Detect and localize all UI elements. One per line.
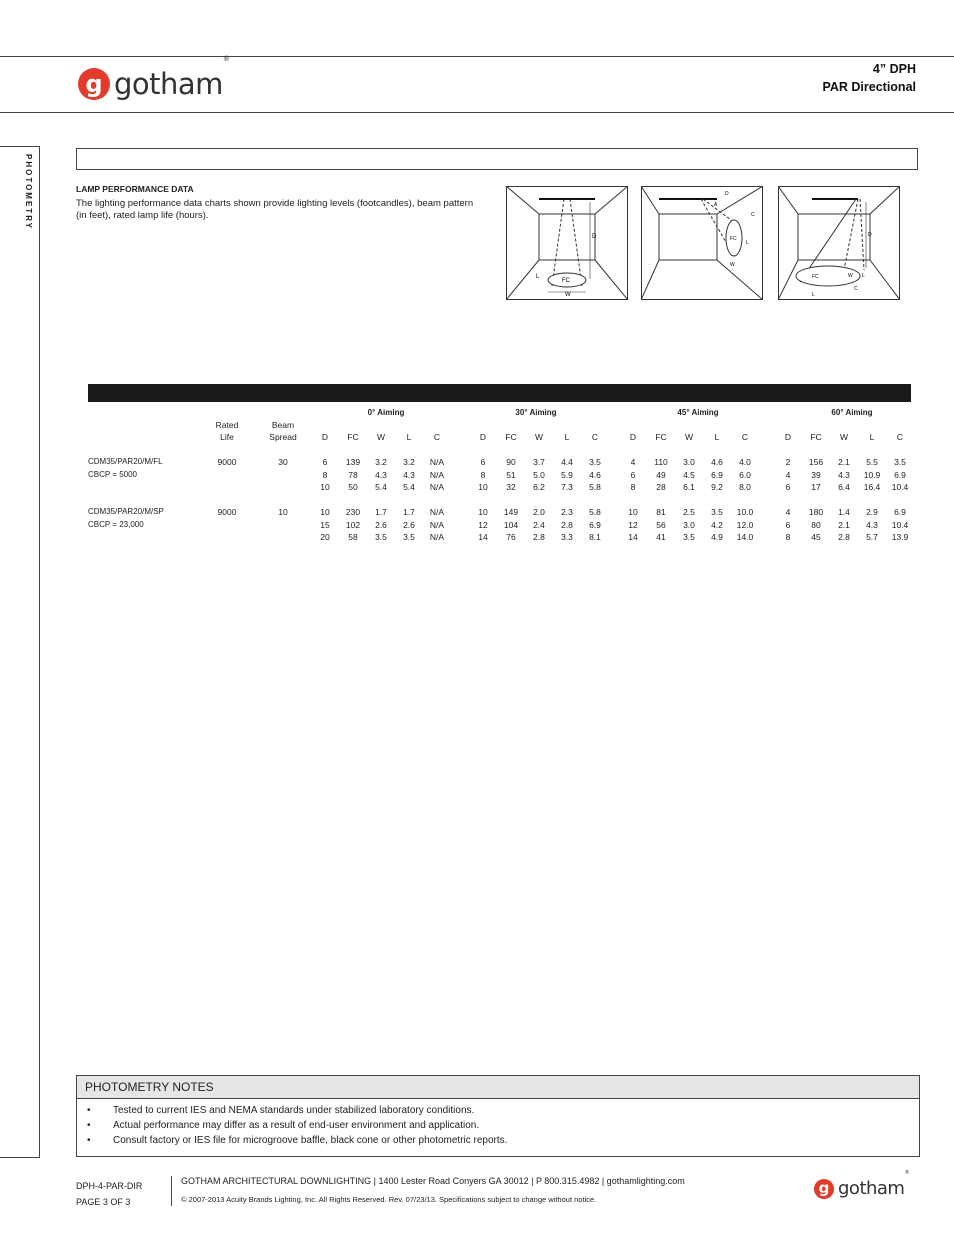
col-header-c: C (433, 432, 441, 442)
table-cell: 6 (322, 457, 328, 467)
diag2-l-label: L (746, 240, 749, 246)
table-cell: 139 (345, 457, 361, 467)
table-cell: 50 (348, 482, 358, 492)
table-cell: 2.5 (683, 507, 695, 517)
table-cell: 5.7 (866, 532, 878, 542)
table-cell: 81 (656, 507, 666, 517)
diag2-c-label: C (751, 212, 755, 218)
notes-heading: PHOTOMETRY NOTES (77, 1076, 919, 1099)
section-header-bar (76, 148, 918, 170)
table-cell: 5.4 (375, 482, 387, 492)
brand-logo (78, 55, 230, 101)
col-header-c: C (741, 432, 749, 442)
table-cell: 4.9 (711, 532, 723, 542)
footer-doc-info (76, 1178, 142, 1210)
table-cell: 6.2 (533, 482, 545, 492)
table-cell: 10 (628, 507, 638, 517)
table-cell: 102 (345, 519, 361, 530)
diag2-a-label: A (714, 202, 718, 208)
col-header-w: W (839, 432, 849, 442)
diag3-d-label: D (868, 232, 872, 238)
footer-logo (814, 1170, 909, 1199)
table-cell: 80 (811, 519, 821, 530)
diag3-l2-label: L (812, 292, 815, 298)
table-cell: 4.5 (683, 469, 695, 480)
title-line-2: PAR Directional (822, 80, 916, 94)
table-cell: 45 (811, 532, 821, 542)
table-cell: 12 (628, 519, 638, 530)
table-cell: 76 (506, 532, 516, 542)
table-cell: N/A (429, 469, 445, 480)
table-cell: 6.9 (894, 469, 906, 480)
lamp-cbcp: CBCP = 5000 (88, 470, 137, 479)
table-cell: 4.3 (375, 469, 387, 480)
table-cell: 6 (785, 482, 791, 492)
col-header-c: C (896, 432, 904, 442)
table-cell: 6 (480, 457, 486, 467)
table-cell: 78 (348, 469, 358, 480)
aiming-header: 45° Aiming (677, 408, 719, 417)
table-cell: 4.3 (838, 469, 850, 480)
table-cell: 6.1 (683, 482, 695, 492)
table-cell: 6.9 (711, 469, 723, 480)
col-header-l: L (869, 432, 875, 442)
table-cell: 13.9 (891, 532, 909, 542)
lamp-performance-body: The lighting performance data charts shown provide lighting levels (footcandles), beam pattern (in feet), rated lamp life (hours). (76, 198, 474, 221)
notes-list (77, 1099, 919, 1148)
table-cell: 5.0 (533, 469, 545, 480)
table-cell: 4.3 (866, 519, 878, 530)
col-header-w: W (684, 432, 694, 442)
table-cell: 230 (345, 507, 361, 517)
table-cell: 4 (785, 469, 791, 480)
table-cell: 10.9 (863, 469, 881, 480)
col-header-d: D (629, 432, 637, 442)
lamp-name: CDM35/PAR20/M/SP (88, 507, 164, 516)
table-cell: 17 (811, 482, 821, 492)
diag1-w-label: W (565, 292, 571, 298)
table-cell: 10 (320, 507, 330, 517)
col-header-d: D (784, 432, 792, 442)
table-cell: 104 (503, 519, 519, 530)
table-cell: 56 (656, 519, 666, 530)
table-cell: 3.0 (683, 519, 695, 530)
table-cell: 4.6 (711, 457, 723, 467)
diag1-l-label: L (536, 274, 540, 280)
table-cell: N/A (429, 519, 445, 530)
col-header-w: W (534, 432, 544, 442)
table-cell: 110 (654, 457, 668, 467)
footer-copyright: © 2007-2013 Acuity Brands Lighting, Inc. All Rights Reserved. Rev. 07/23/13. Specifications subject to change without notice. (181, 1195, 597, 1204)
footer-code: DPH-4-PAR-DIR (76, 1181, 143, 1191)
aiming-header: 0° Aiming (367, 408, 405, 417)
col-header-fc: FC (347, 432, 359, 442)
table-cell: 4.4 (561, 457, 573, 467)
table-header-bar (88, 384, 911, 402)
table-cell: 14.0 (736, 532, 754, 542)
table-cell: 2.8 (838, 532, 850, 542)
note-item: • Tested to current IES and NEMA standards under stabilized laboratory conditions. (77, 1103, 919, 1118)
table-cell: 1.4 (838, 507, 850, 517)
diag1-d-label: D (592, 234, 597, 240)
lamp-cbcp: CBCP = 23,000 (88, 520, 144, 529)
table-cell: 3.7 (533, 457, 545, 467)
table-cell: 8 (785, 532, 791, 542)
registered-mark: ® (222, 55, 230, 63)
lamp-performance-heading: LAMP PERFORMANCE DATA (76, 184, 194, 194)
footer-address: GOTHAM ARCHITECTURAL DOWNLIGHTING | 1400 Lester Road Conyers GA 30012 | P 800.315.4982 | gothamlighting.com (181, 1176, 685, 1186)
table-cell: N/A (429, 532, 445, 542)
room-diagram-0-aiming (506, 186, 628, 300)
footer-brand-name: gotham (838, 1178, 905, 1199)
table-cell: 3.5 (589, 457, 601, 467)
table-cell: 2.9 (866, 507, 878, 517)
col-header-d: D (321, 432, 329, 442)
table-cell: 2 (785, 457, 791, 467)
table-cell: 3.0 (683, 457, 695, 467)
table-cell: 6 (630, 469, 636, 480)
table-cell: 16.4 (863, 482, 881, 492)
diag3-w-label: W (848, 273, 853, 279)
table-cell: 10 (478, 507, 488, 517)
table-cell: 3.5 (403, 532, 415, 542)
table-cell: N/A (429, 507, 445, 517)
table-cell: 32 (506, 482, 516, 492)
footer-logo-g-icon: g (814, 1179, 834, 1199)
col-header-fc: FC (505, 432, 517, 442)
table-cell: 2.0 (533, 507, 545, 517)
lamp-name: CDM35/PAR20/M/FL (88, 457, 163, 466)
table-cell: 10.4 (891, 482, 909, 492)
table-cell: 3.5 (894, 457, 906, 467)
table-cell: 4.2 (711, 519, 723, 530)
logo-g-icon: g (78, 68, 110, 100)
table-cell: 3.2 (375, 457, 387, 467)
table-cell: 14 (628, 532, 638, 542)
table-cell: 12.0 (736, 519, 754, 530)
col-header-fc: FC (655, 432, 667, 442)
header-bottom-rule (0, 112, 954, 113)
table-cell: 51 (506, 469, 516, 480)
table-cell: 3.5 (711, 507, 723, 517)
table-cell: 2.4 (533, 519, 545, 530)
table-cell: 2.6 (375, 519, 387, 530)
table-cell: 8 (322, 469, 328, 480)
side-section-label: PHOTOMETRY (24, 154, 33, 231)
table-cell: 5.8 (589, 507, 601, 517)
table-cell: 6.9 (894, 507, 906, 517)
table-cell: N/A (429, 482, 445, 492)
table-cell: 5.4 (403, 482, 415, 492)
aiming-header: 30° Aiming (515, 408, 557, 417)
sidebar-top-rule (0, 146, 40, 147)
table-cell: 2.8 (561, 519, 573, 530)
header-top-rule (0, 56, 954, 57)
sidebar-rule (39, 146, 40, 1158)
diag3-l-label: L (862, 273, 865, 279)
table-cell: 58 (348, 532, 358, 542)
table-cell: 10 (478, 482, 488, 492)
table-cell: 9.2 (711, 482, 723, 492)
col-header-d: D (479, 432, 487, 442)
diag1-fc-label: FC (562, 278, 570, 284)
table-cell: 4 (630, 457, 636, 467)
table-cell: 39 (811, 469, 821, 480)
table-cell: 7.3 (561, 482, 573, 492)
table-cell: 6.4 (838, 482, 850, 492)
table-cell: 28 (656, 482, 666, 492)
lamp-beam-spread: 10 (278, 507, 288, 517)
table-cell: 15 (320, 519, 330, 530)
table-cell: 3.5 (683, 532, 695, 542)
table-cell: 1.7 (403, 507, 415, 517)
table-cell: 8.0 (739, 482, 751, 492)
brand-name: gotham (114, 67, 223, 101)
note-item: • Consult factory or IES file for microgroove baffle, black cone or other photometric reports. (77, 1133, 919, 1148)
table-cell: 3.3 (561, 532, 573, 542)
aiming-header: 60° Aiming (831, 408, 873, 417)
col-header-w: W (376, 432, 386, 442)
col-header-l: L (406, 432, 412, 442)
table-cell: 156 (808, 457, 824, 467)
footer-top-rule (0, 1157, 40, 1158)
table-cell: 49 (656, 469, 666, 480)
table-cell: 4 (785, 507, 791, 517)
col-header-l: L (564, 432, 570, 442)
title-line-1: 4” DPH (872, 62, 916, 76)
table-cell: 5.5 (866, 457, 878, 467)
diag2-d-label: D (725, 191, 729, 197)
table-cell: 4.3 (403, 469, 415, 480)
lamp-rated-life: 9000 (217, 507, 237, 517)
table-cell: 2.3 (561, 507, 573, 517)
table-cell: 6.9 (589, 519, 601, 530)
table-cell: 5.9 (561, 469, 573, 480)
table-cell: 149 (503, 507, 519, 517)
table-cell: 4.6 (589, 469, 601, 480)
footer-registered-mark: ® (904, 1170, 909, 1176)
table-cell: 12 (478, 519, 488, 530)
table-cell: 10 (320, 482, 330, 492)
table-cell: N/A (429, 457, 445, 467)
col-header-c: C (591, 432, 599, 442)
table-cell: 2.6 (403, 519, 415, 530)
table-cell: 10.0 (736, 507, 754, 517)
table-cell: 6 (785, 519, 791, 530)
footer-page: PAGE 3 OF 3 (76, 1197, 131, 1207)
diag2-fc-label: FC (730, 236, 737, 242)
table-cell: 20 (320, 532, 330, 542)
note-item: • Actual performance may differ as a result of end-user environment and application. (77, 1118, 919, 1133)
table-cell: 3.5 (375, 532, 387, 542)
col-header-spread: Spread (269, 432, 297, 442)
col-header-fc: FC (810, 432, 822, 442)
photometry-notes (76, 1075, 920, 1157)
footer-divider (171, 1176, 172, 1206)
room-diagram-steep-aiming (778, 186, 900, 300)
table-cell: 180 (808, 507, 824, 517)
diag2-w-label: W (730, 262, 735, 268)
table-cell: 14 (478, 532, 488, 542)
col-header-life: Life (220, 432, 234, 442)
table-cell: 8 (630, 482, 636, 492)
table-cell: 8.1 (589, 532, 601, 542)
product-title (822, 60, 916, 96)
col-header-l: L (714, 432, 720, 442)
diag3-fc-label: FC (812, 274, 819, 280)
table-cell: 3.2 (403, 457, 415, 467)
table-cell: 90 (506, 457, 516, 467)
room-diagram-angled-aiming (641, 186, 763, 300)
table-cell: 41 (656, 532, 666, 542)
table-cell: 5.8 (589, 482, 601, 492)
table-cell: 2.1 (838, 457, 850, 467)
lamp-beam-spread: 30 (278, 457, 288, 467)
col-header-beam: Beam (271, 420, 295, 430)
col-header-rated: Rated (215, 420, 239, 430)
table-cell: 8 (480, 469, 486, 480)
table-cell: 10.4 (891, 519, 909, 530)
table-cell: 4.0 (739, 457, 751, 467)
table-cell: 2.1 (838, 519, 850, 530)
diag3-c-label: C (854, 286, 858, 292)
lamp-rated-life: 9000 (217, 457, 237, 467)
table-cell: 1.7 (375, 507, 387, 517)
table-cell: 6.0 (739, 469, 751, 480)
table-cell: 2.8 (533, 532, 545, 542)
